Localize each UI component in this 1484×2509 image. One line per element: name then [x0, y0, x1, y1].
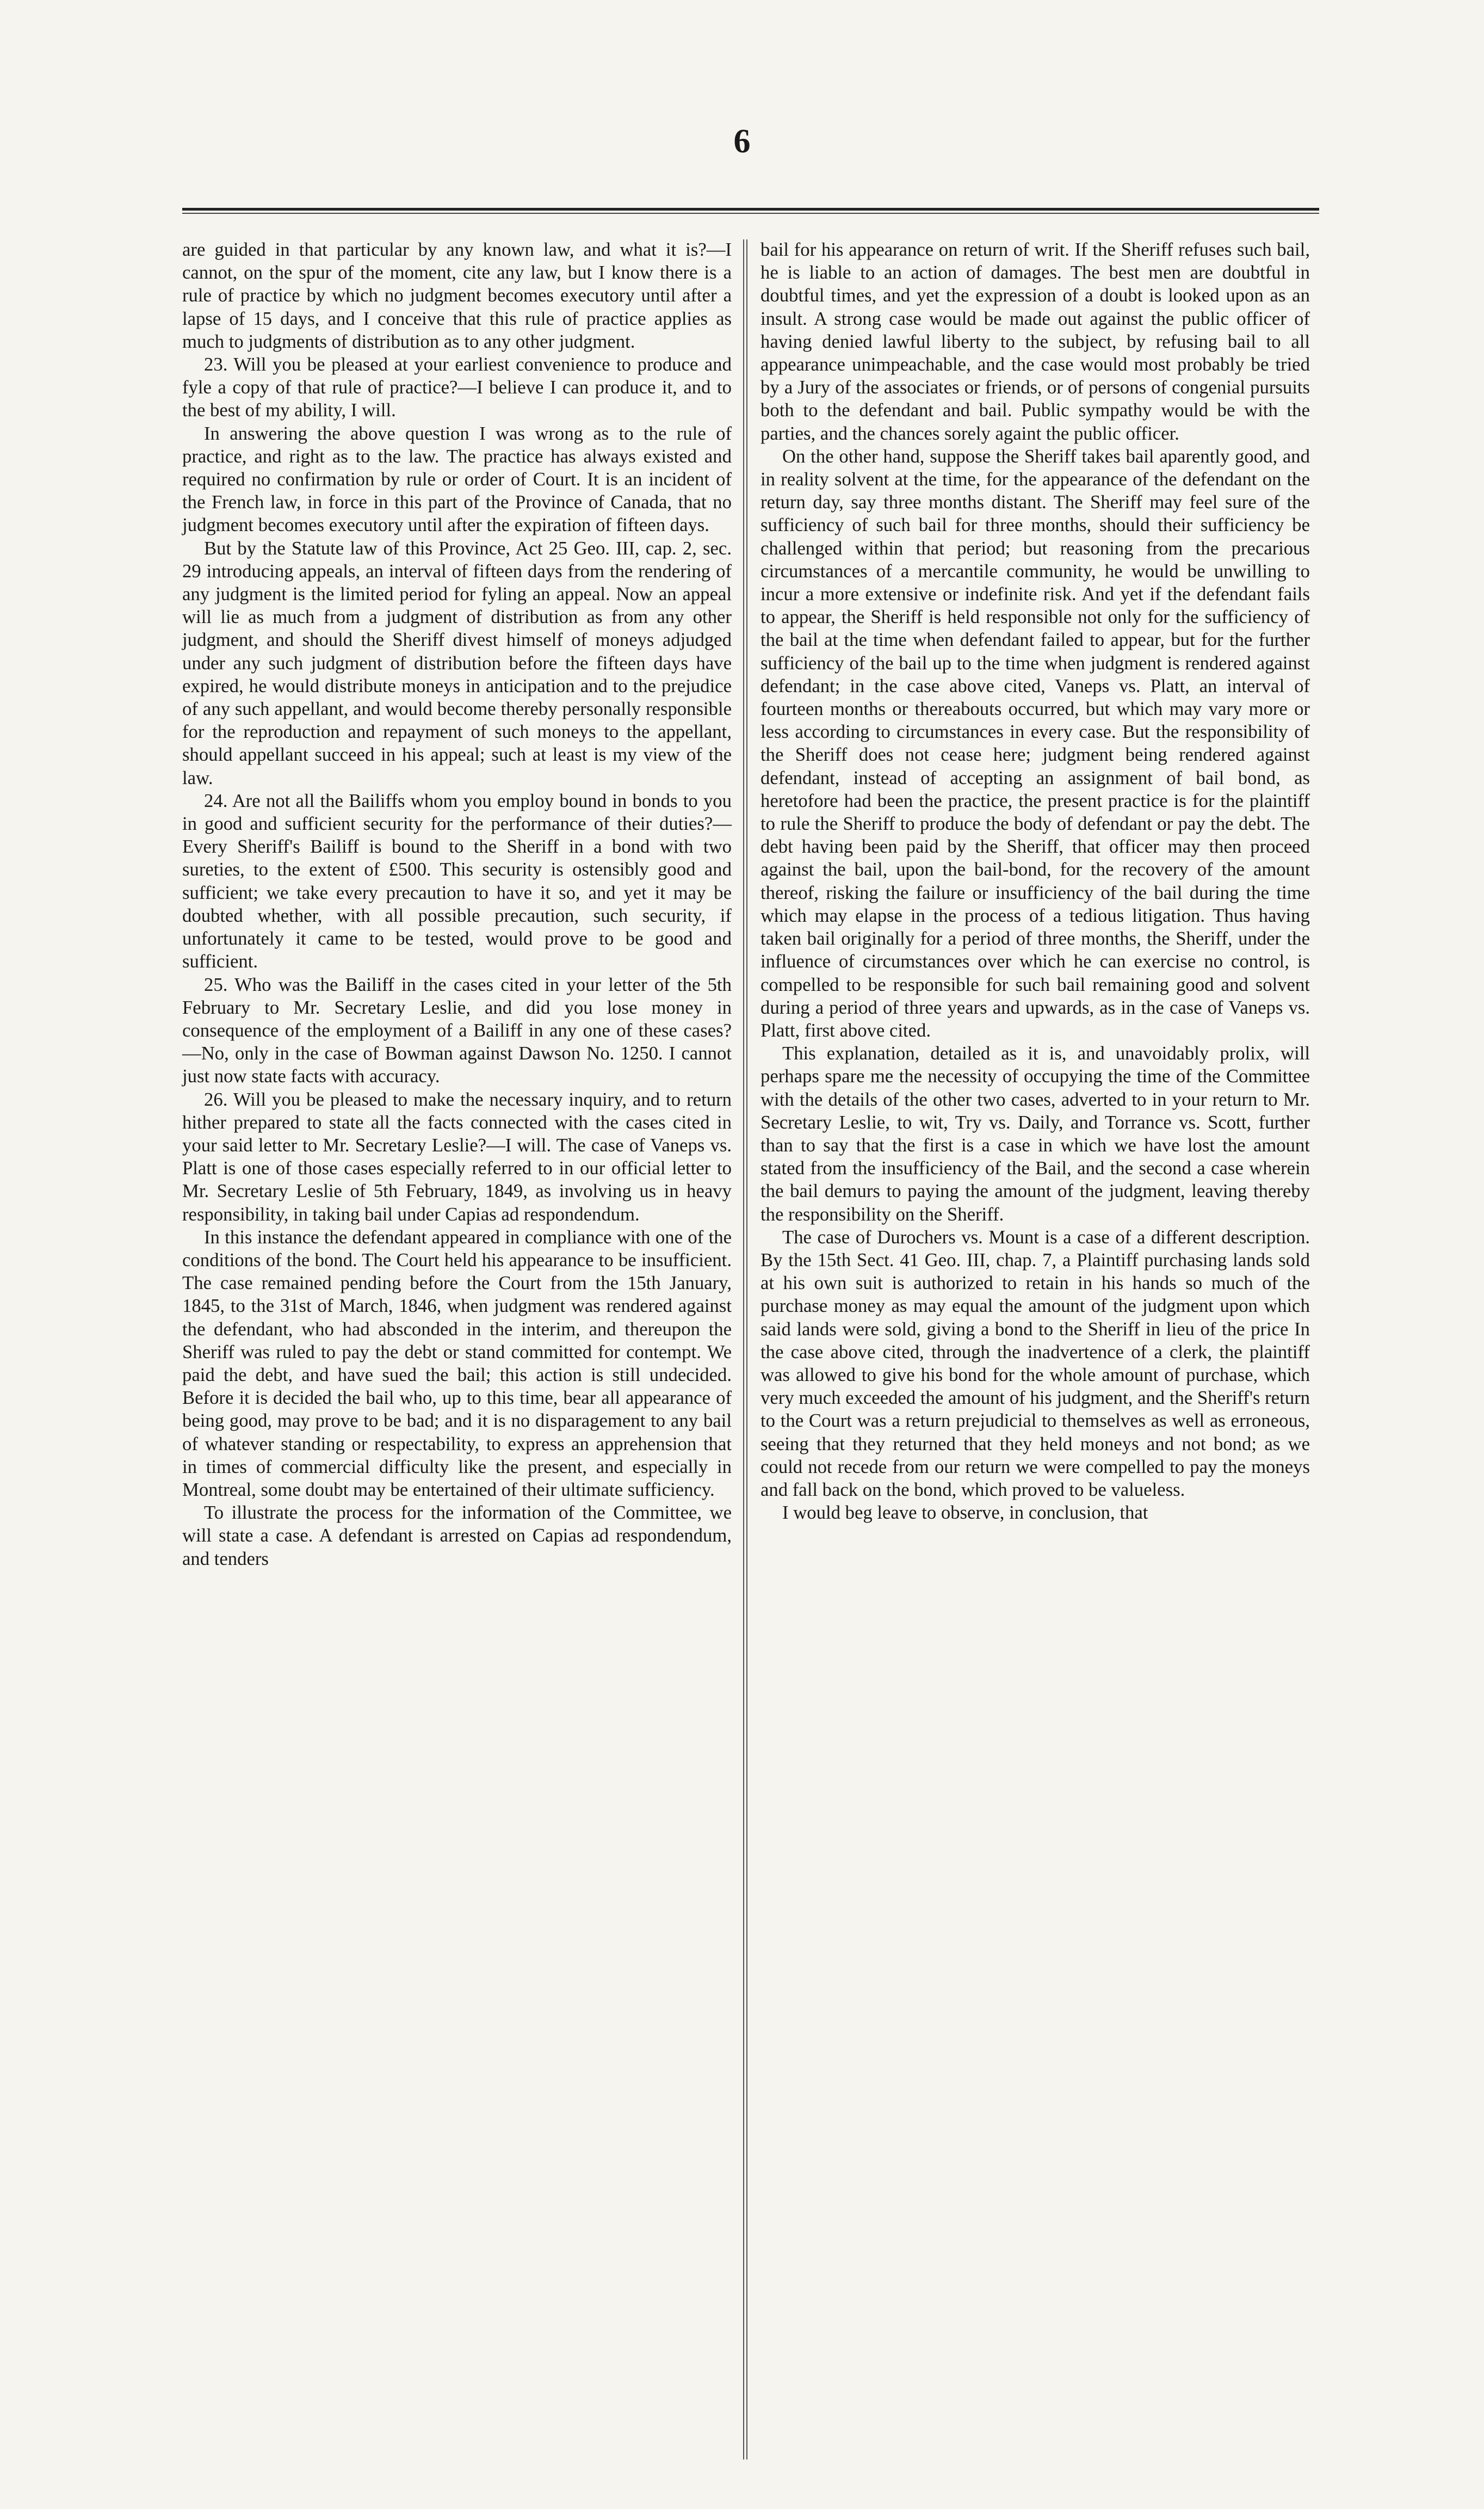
right-column — [760, 238, 1310, 1524]
column-divider — [743, 239, 747, 2459]
paragraph: On the other hand, suppose the Sheriff takes bail aparently good, and in reality solvent at the time, for the appearance of the defendant on the return day, say three months distant. The Sheriff may feel sure of the sufficiency of such bail for three months, should their sufficiency be challenged within that period; but reasoning from the precarious circumstances of a mercantile community, he would be unwilling to incur a more extensive or indefinite risk. And yet if the defendant fails to appear, the Sheriff is held responsible not only for the sufficiency of the bail at the time when defendant failed to appear, but for the further sufficiency of the bail up to the time when judgment is rendered against defendant; in the case above cited, Vaneps vs. Platt, an interval of fourteen months or thereabouts occurred, but which may vary more or less according to circumstances in every case. But the responsibility of the Sheriff does not cease here; judgment being rendered against defendant, instead of accepting an assignment of bail bond, as heretofore had been the practice, the present practice is for the plaintiff to rule the Sheriff to produce the body of defendant or pay the debt. The debt having been paid by the Sheriff, that officer may then proceed against the bail, upon the bail-bond, for the recovery of the amount thereof, risking the failure or insufficiency of the bail during the time which may elapse in the process of a tedious litigation. Thus having taken bail originally for a period of three months, the Sheriff, under the influence of circumstances over which he can exercise no control, is compelled to be responsible for such bail remaining good and solvent during a period of three years and upwards, as in the case of Vaneps vs. Platt, first above cited. — [760, 445, 1310, 1041]
paragraph: In answering the above question I was wrong as to the rule of practice, and right as to the law. The practice has always existed and required no confirmation by rule or order of Court. It is an incident of the French law, in force in this part of the Province of Canada, that no judgment becomes executory until after the expiration of fifteen days. — [182, 422, 732, 536]
paragraph: In this instance the defendant appeared in compliance with one of the conditions of the bond. The Court held his appearance to be insufficient. The case remained pending before the Court from the 15th January, 1845, to the 31st of March, 1846, when judgment was rendered against the defendant, who had absconded in the interim, and thereupon the Sheriff was ruled to pay the debt or stand committed for contempt. We paid the debt, and have sued the bail; this action is still undecided. Before it is decided the bail who, up to this time, bear all appearance of being good, may prove to be bad; and it is no disparagement to any bail of whatever standing or respectability, to express an apprehension that in times of commercial difficulty like the present, and especially in Montreal, some doubt may be entertained of their ultimate sufficiency. — [182, 1226, 732, 1500]
paragraph: To illustrate the process for the information of the Committee, we will state a case. A defendant is arrested on Capias ad respondendum, and tenders — [182, 1502, 732, 1569]
paragraph: bail for his appearance on return of writ. If the Sheriff refuses such bail, he is liable to an action of damages. The best men are doubtful in doubtful times, and yet the expression of a doubt is looked upon as an insult. A strong case would be made out against the public officer of having denied lawful liberty to the subject, by refusing bail to all appearance unimpeachable, and the case would most probably be tried by a Jury of the associates or friends, or of persons of congenial pursuits both to the defendant and bail. Public sympathy would be with the parties, and the chances sorely againt the public officer. — [760, 239, 1310, 444]
paragraph: I would beg leave to observe, in conclusion, that — [782, 1502, 1148, 1524]
paragraph: are guided in that particular by any known law, and what it is?—I cannot, on the spur of the moment, cite any law, but I know there is a rule of practice by which no judgment becomes executory until after a lapse of 15 days, and I conceive that this rule of practice applies as much to judgments of distribution as to any other judgment. — [182, 239, 732, 352]
header-rule — [182, 208, 1319, 214]
paragraph: 24. Are not all the Bailiffs whom you employ bound in bonds to you in good and sufficient security for the performance of their duties?—Every Sheriff's Bailiff is bound to the Sheriff in a bond with two sureties, to the extent of £500. This security is ostensibly good and sufficient; we take every precaution to have it so, and yet it may be doubted whether, with all possible precaution, such security, if unfortunately it came to be tested, would prove to be good and sufficient. — [182, 790, 732, 972]
paragraph: But by the Statute law of this Province, Act 25 Geo. III, cap. 2, sec. 29 introducing appeals, an interval of fifteen days from the rendering of any judgment is the limited period for fyling an appeal. Now an appeal will lie as much from a judgment of distribution as from any other judgment, and should the Sheriff divest himself of moneys adjudged under any such judgment of distribution before the fifteen days have expired, he would distribute moneys in anticipation and to the prejudice of any such appellant, and would become thereby personally responsible for the reproduction and repayment of such moneys to the appellant, should appellant succeed in his appeal; such at least is my view of the law. — [182, 537, 732, 788]
paragraph: The case of Durochers vs. Mount is a case of a different description. By the 15th Sect. 41 Geo. III, chap. 7, a Plaintiff purchasing lands sold at his own suit is authorized to retain in his hands so much of the purchase money as may equal the amount of the judgment upon which said lands were sold, giving a bond to the Sheriff in lieu of the price In the case above cited, through the inadvertence of a clerk, the plaintiff was allowed to give his bond for the whole amount of purchase, which very much exceeded the amount of his judgment, and the Sheriff's return to the Court was a return prejudicial to themselves as well as erroneous, seeing that they returned that they held moneys and not bond; as we could not recede from our return we were compelled to pay the moneys and fall back on the bond, which proved to be valueless. — [760, 1226, 1310, 1500]
paragraph: This explanation, detailed as it is, and unavoidably prolix, will perhaps spare me the necessity of occupying the time of the Committee with the details of the other two cases, adverted to in your return to Mr. Secretary Leslie, to wit, Try vs. Daily, and Torrance vs. Scott, further than to say that the first is a case in which we have lost the amount stated from the insufficiency of the Bail, and the second a case wherein the bail demurs to paying the amount of the judgment, leaving thereby the responsibility on the Sheriff. — [760, 1043, 1310, 1225]
paragraph: 25. Who was the Bailiff in the cases cited in your letter of the 5th February to Mr. Secretary Leslie, and did you lose money in consequence of the employment of a Bailiff in any one of these cases?—No, only in the case of Bowman against Dawson No. 1250. I cannot just now state facts with accuracy. — [182, 973, 732, 1087]
paragraph: 26. Will you be pleased to make the necessary inquiry, and to return hither prepared to state all the facts connected with the cases cited in your said letter to Mr. Secretary Leslie?—I will. The case of Vaneps vs. Platt is one of those cases especially referred to in our official letter to Mr. Secretary Leslie of 5th February, 1849, as involving us in heavy responsibility, in taking bail under Capias ad respondendum. — [182, 1088, 732, 1225]
left-column — [182, 238, 732, 1570]
paragraph: 23. Will you be pleased at your earliest convenience to produce and fyle a copy of that rule of practice?—I believe I can produce it, and to the best of my ability, I will. — [182, 354, 732, 421]
page-number: 6 — [733, 123, 751, 160]
